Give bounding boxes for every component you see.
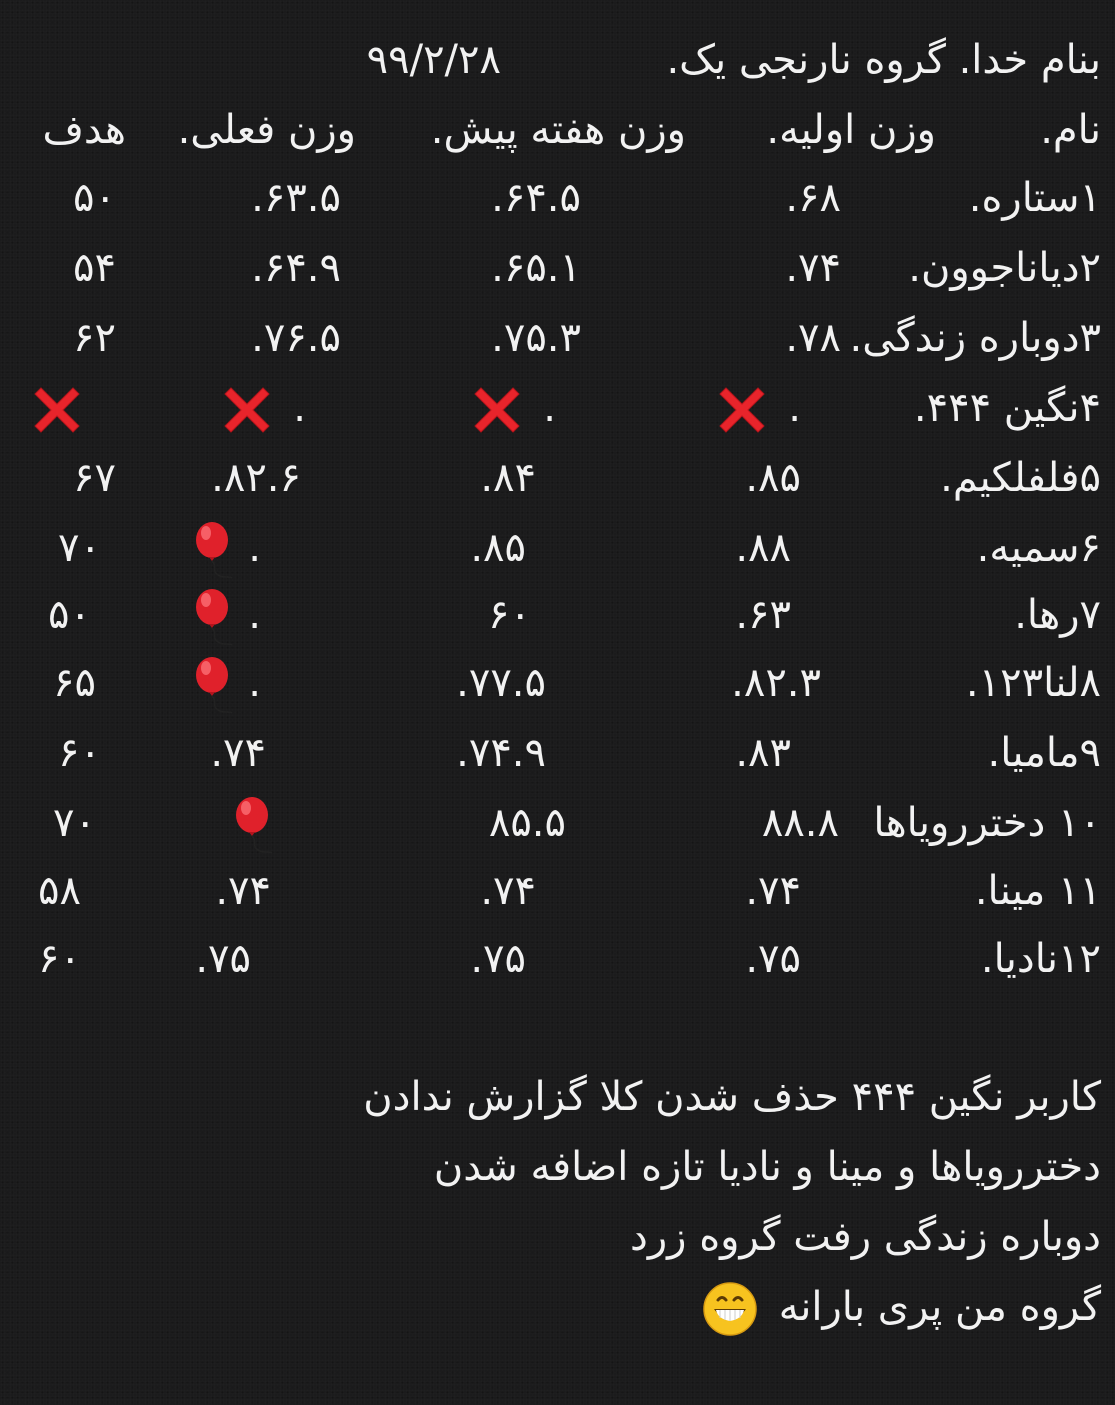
cross-mark-icon: [27, 380, 87, 440]
note-text: گروه من پری بارانه: [778, 1284, 1101, 1330]
current-weight: ۶۴.۹.: [251, 245, 341, 291]
previous-weight: ۶۰: [488, 592, 531, 638]
date-label: ۹۹/۲/۲۸: [366, 37, 501, 83]
current-weight-cell: [192, 648, 261, 718]
previous-weight: ۸۴.: [480, 455, 536, 501]
goal-weight: ۶۰: [38, 936, 81, 982]
previous-weight: ۸۵.۵: [488, 800, 566, 846]
member-name: ۱۲نادیا.: [980, 936, 1101, 982]
table-row: [6, 303, 1101, 373]
previous-weight: ۸۵.: [470, 525, 526, 571]
table-row: [6, 163, 1101, 233]
goal-weight: ۵۸: [38, 868, 81, 914]
current-weight-cell: [232, 788, 276, 858]
red-balloon-icon: [192, 588, 236, 646]
goal-weight: ۶۲: [73, 315, 116, 361]
member-name: ۹مامیا.: [987, 730, 1101, 776]
initial-weight: ۸۵.: [745, 455, 801, 501]
current-weight: ۷۴.: [210, 730, 266, 776]
header-current-weight: وزن فعلی.: [177, 107, 356, 153]
current-weight: .: [248, 592, 261, 638]
table-row: [6, 718, 1101, 788]
initial-weight: ۷۴.: [785, 245, 841, 291]
member-name: ۱۰ دختررویاها: [873, 800, 1101, 846]
previous-weight: ۶۴.۵.: [491, 175, 581, 221]
member-name: ۱ستاره.: [968, 175, 1101, 221]
header-initial-weight: وزن اولیه.: [766, 107, 936, 153]
table-row: [6, 856, 1101, 926]
table-row: [6, 443, 1101, 513]
member-name: ۳دوباره زندگی.: [849, 315, 1101, 361]
current-weight: ۸۲.۶.: [211, 455, 301, 501]
note-line: دوباره زندگی رفت گروه زرد: [630, 1214, 1101, 1260]
initial-weight: ۸۸.۸: [761, 800, 839, 846]
initial-weight: ۸۳.: [735, 730, 791, 776]
table-row: [6, 580, 1101, 650]
current-weight: .: [248, 660, 261, 706]
initial-weight: ۶۸.: [785, 175, 841, 221]
member-name: ۲دیاناجوون.: [908, 245, 1101, 291]
table-row: [6, 788, 1101, 858]
note-line: کاربر نگین ۴۴۴ حذف شدن کلا گزارش ندادن: [363, 1074, 1101, 1120]
initial-weight-cell: [708, 373, 801, 443]
goal-weight: ۵۴: [73, 245, 116, 291]
previous-weight: ۶۵.۱.: [491, 245, 581, 291]
member-name: ۱۱ مینا.: [974, 868, 1101, 914]
notes-section: [6, 1062, 1101, 1342]
title-line: [6, 25, 1101, 95]
initial-weight: ۸۲.۳.: [731, 660, 821, 706]
goal-weight: ۷۰: [58, 525, 101, 571]
initial-weight: ۷۴.: [745, 868, 801, 914]
initial-weight: ۸۸.: [735, 525, 791, 571]
previous-weight: ۷۵.۳.: [491, 315, 581, 361]
red-balloon-icon: [232, 796, 276, 854]
cross-mark-icon: [467, 380, 527, 440]
previous-weight: ۷۷.۵.: [456, 660, 546, 706]
current-weight: ۶۳.۵.: [251, 175, 341, 221]
table-row: [6, 513, 1101, 583]
previous-weight: ۷۴.: [480, 868, 536, 914]
goal-weight: ۷۰: [53, 800, 96, 846]
goal-weight: ۵۰: [48, 592, 91, 638]
header-name: نام.: [1040, 107, 1101, 153]
current-weight-cell: [192, 580, 261, 650]
previous-weight: .: [543, 385, 556, 431]
member-name: ۴نگین ۴۴۴.: [913, 385, 1101, 431]
current-weight: ۷۶.۵.: [251, 315, 341, 361]
initial-weight: ۷۸.: [785, 315, 841, 361]
note-line: دختررویاها و مینا و نادیا تازه اضافه شدن: [433, 1144, 1101, 1190]
red-balloon-icon: [192, 656, 236, 714]
member-name: ۸لنا۱۲۳.: [965, 660, 1101, 706]
member-name: ۷رها.: [1014, 592, 1101, 638]
member-name: ۵فلفلکیم.: [940, 455, 1101, 501]
current-weight: ۷۵.: [195, 936, 251, 982]
initial-weight: .: [788, 385, 801, 431]
previous-weight: ۷۴.۹.: [456, 730, 546, 776]
current-weight: ۷۴.: [215, 868, 271, 914]
current-weight: .: [293, 385, 306, 431]
initial-weight: ۶۳.: [735, 592, 791, 638]
note-line-last: [6, 1272, 1101, 1342]
table-header: [6, 95, 1101, 165]
header-previous-weight: وزن هفته پیش.: [430, 107, 686, 153]
table-row: [6, 233, 1101, 303]
red-balloon-icon: [192, 521, 236, 579]
grinning-face-icon: [702, 1281, 758, 1337]
member-name: ۶سمیه.: [976, 525, 1101, 571]
previous-weight: ۷۵.: [470, 936, 526, 982]
goal-weight: ۶۰: [58, 730, 101, 776]
header-goal: هدف: [42, 107, 126, 153]
current-weight-cell: [192, 513, 261, 583]
goal-weight-cell: [23, 373, 91, 443]
goal-weight: ۶۵: [53, 660, 96, 706]
table-row: [6, 924, 1101, 994]
table-row: [6, 373, 1101, 443]
cross-mark-icon: [712, 380, 772, 440]
current-weight-cell: [213, 373, 306, 443]
page-title: بنام خدا. گروه نارنجی یک.: [666, 37, 1101, 83]
goal-weight: ۶۷: [73, 455, 116, 501]
goal-weight: ۵۰: [73, 175, 116, 221]
initial-weight: ۷۵.: [745, 936, 801, 982]
current-weight: .: [248, 525, 261, 571]
previous-weight-cell: [463, 373, 556, 443]
table-row: [6, 648, 1101, 718]
cross-mark-icon: [217, 380, 277, 440]
